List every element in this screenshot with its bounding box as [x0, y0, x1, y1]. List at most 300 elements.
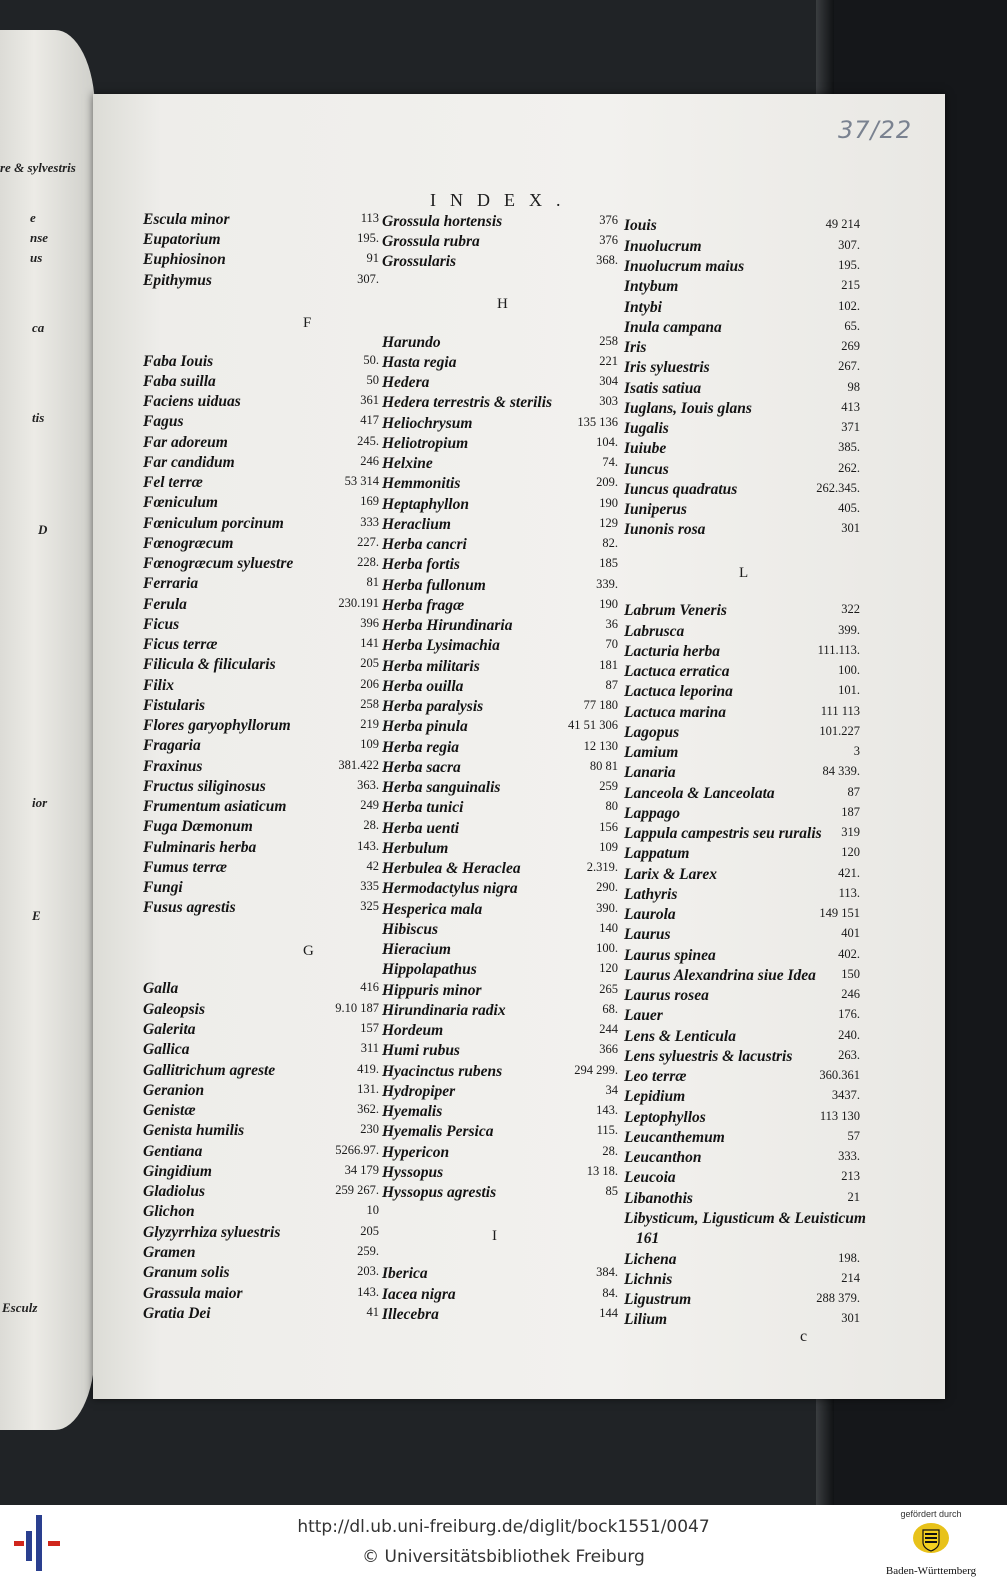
index-entry [624, 461, 860, 481]
entry-page-numbers: 115. [596, 1123, 618, 1137]
entry-page-numbers: 269 [841, 339, 860, 353]
entry-page-numbers: 156 [599, 820, 618, 834]
index-entry [143, 1082, 379, 1102]
entry-page-numbers: 206 [360, 677, 379, 691]
entry-page-numbers: 205 [360, 656, 379, 670]
index-entry [143, 636, 379, 656]
index-entry [624, 906, 860, 926]
index-entry [143, 697, 379, 717]
entry-term: Hyacinctus rubens [382, 1063, 503, 1080]
entry-term: Fulminaris herba [143, 839, 257, 856]
entry-page-numbers: 70 [605, 637, 618, 651]
entry-term: Hyemalis [382, 1103, 443, 1120]
entry-page-numbers: 81 [366, 575, 379, 589]
entry-term: Fraxinus [143, 758, 203, 775]
entry-term: Libanothis [624, 1190, 693, 1207]
index-entry [624, 1129, 860, 1149]
entry-term: Grossula hortensis [382, 213, 503, 230]
entry-term: Gingidium [143, 1163, 212, 1180]
entry-page-numbers: 405. [838, 501, 860, 515]
entry-term: Fungi [143, 879, 183, 896]
entry-page-numbers: 143. [357, 839, 379, 853]
index-entry [624, 1048, 860, 1068]
index-entry [624, 926, 860, 946]
entry-page-numbers: 259. [357, 1244, 379, 1258]
entry-page-numbers: 100. [596, 941, 618, 955]
entry-page-numbers: 28. [602, 1144, 618, 1158]
entry-term: Lappula campestris seu ruralis [624, 825, 822, 842]
index-entry [624, 278, 860, 298]
entry-page-numbers: 385. [838, 440, 860, 454]
entry-page-numbers: 213 [841, 1169, 860, 1183]
index-entry [624, 1028, 860, 1048]
index-entry [143, 454, 379, 474]
entry-page-numbers: 361 [360, 393, 379, 407]
entry-page-numbers: 140 [599, 921, 618, 935]
entry-page-numbers: 82. [602, 536, 618, 550]
entry-term: 161 [636, 1230, 660, 1247]
entry-page-numbers: 333. [838, 1149, 860, 1163]
entry-page-numbers: 84 339. [822, 764, 860, 778]
entry-page-numbers: 249 [360, 798, 379, 812]
entry-term: Fel terræ [143, 474, 203, 491]
index-entry [143, 677, 379, 697]
index-entry [382, 536, 618, 556]
entry-page-numbers: 41 51 306 [568, 718, 618, 732]
entry-term: Ferraria [143, 575, 199, 592]
entry-page-numbers: 187 [841, 805, 860, 819]
index-entry [143, 1021, 379, 1041]
index-entry [382, 516, 618, 536]
index-entry [143, 1264, 379, 1284]
index-entry [143, 1062, 379, 1082]
entry-page-numbers: 176. [838, 1007, 860, 1021]
entry-term: Fragaria [143, 737, 201, 754]
entry-term: Fumus terræ [143, 859, 227, 876]
index-entry [624, 258, 860, 278]
entry-page-numbers: 101.227 [819, 724, 860, 738]
index-entry [624, 1169, 860, 1189]
section-letter: F [303, 315, 312, 331]
index-entry [143, 1122, 379, 1142]
entry-page-numbers: 109 [599, 840, 618, 854]
entry-page-numbers: 109 [360, 737, 379, 751]
index-entry [143, 1224, 379, 1244]
index-entry [624, 764, 860, 784]
index-entry [382, 982, 618, 1002]
index-entry [382, 617, 618, 637]
index-entry [382, 213, 618, 233]
index-entry [143, 839, 379, 859]
index-entry [624, 217, 860, 237]
index-entry [624, 501, 860, 521]
index-entry [143, 1183, 379, 1203]
index-entry [624, 319, 860, 339]
entry-term: Faciens uiduas [143, 393, 241, 410]
entry-term: Fuga Dæmonum [143, 818, 253, 835]
entry-term: Herba uenti [382, 820, 460, 837]
entry-page-numbers: 53 314 [344, 474, 379, 488]
entry-term: Glichon [143, 1203, 195, 1220]
index-entry [624, 400, 860, 420]
index-entry [143, 737, 379, 757]
index-entry [624, 359, 860, 379]
entry-term: Laurus rosea [624, 987, 709, 1004]
entry-page-numbers: 376 [599, 213, 618, 227]
entry-page-numbers: 42 [366, 859, 379, 873]
entry-page-numbers: 246 [360, 454, 379, 468]
entry-page-numbers: 360.361 [819, 1068, 860, 1082]
state-coat-of-arms-icon [911, 1521, 951, 1555]
entry-term: Lauer [624, 1007, 663, 1024]
entry-page-numbers: 131. [357, 1082, 379, 1096]
entry-term: Lappatum [624, 845, 690, 862]
entry-page-numbers: 304 [599, 374, 618, 388]
entry-term: Herba fullonum [382, 577, 486, 594]
entry-term: Herba pinula [382, 718, 468, 735]
entry-page-numbers: 2.319. [586, 860, 618, 874]
entry-term: Hypericon [382, 1144, 450, 1161]
entry-term: Lichnis [624, 1271, 673, 1288]
index-entry [382, 1022, 618, 1042]
entry-page-numbers: 113 130 [819, 1109, 860, 1123]
entry-term: Lens & Lenticula [624, 1028, 736, 1045]
entry-page-numbers: 263. [838, 1048, 860, 1062]
entry-page-numbers: 258 [599, 334, 618, 348]
index-entry [624, 805, 860, 825]
entry-page-numbers: 50. [363, 353, 379, 367]
entry-term: Hedera terrestris & sterilis [382, 394, 553, 411]
entry-page-numbers: 322 [841, 602, 860, 616]
entry-page-numbers: 77 180 [583, 698, 618, 712]
entry-page-numbers: 3437. [831, 1088, 860, 1102]
entry-page-numbers: 219 [360, 717, 379, 731]
entry-term: Lilium [624, 1311, 668, 1328]
entry-page-numbers: 294 299. [574, 1063, 618, 1077]
entry-term: Hieracium [382, 941, 451, 958]
index-entry [382, 698, 618, 718]
entry-page-numbers: 384. [596, 1265, 618, 1279]
entry-term: Ferula [143, 596, 187, 613]
index-entry [143, 555, 379, 575]
index-entry [624, 825, 860, 845]
entry-term: Far adoreum [143, 434, 228, 451]
entry-page-numbers: 303 [599, 394, 618, 408]
entry-page-numbers: 41 [366, 1305, 379, 1319]
index-entry [143, 535, 379, 555]
index-entry [382, 1103, 618, 1123]
entry-page-numbers: 413 [841, 400, 860, 414]
entry-term: Grossularis [382, 253, 457, 270]
index-entry [624, 1251, 860, 1271]
entry-term: Herba sanguinalis [382, 779, 501, 796]
entry-term: Lactuca erratica [624, 663, 730, 680]
entry-term: Iugalis [624, 420, 669, 437]
entry-page-numbers: 230 [360, 1122, 379, 1136]
facing-page-fragment: ior [32, 795, 48, 810]
entry-term: Fœnogræcum syluestre [143, 555, 294, 572]
index-entry [382, 394, 618, 414]
entry-term: Herba fortis [382, 556, 460, 573]
index-entry [382, 1265, 618, 1285]
entry-page-numbers: 376 [599, 233, 618, 247]
entry-page-numbers: 34 179 [344, 1163, 379, 1177]
entry-term: Illecebra [382, 1306, 439, 1323]
permalink-url[interactable]: http://dl.ub.uni-freiburg.de/diglit/bock1551/0047 [297, 1517, 710, 1537]
entry-term: Gramen [143, 1244, 196, 1261]
entry-page-numbers: 36 [605, 617, 618, 631]
entry-page-numbers: 230.191 [338, 596, 379, 610]
index-entry [624, 643, 860, 663]
entry-term: Hyemalis Persica [382, 1123, 494, 1140]
entry-term: Lens syluestris & lacustris [624, 1048, 793, 1065]
index-entry [143, 474, 379, 494]
entry-term: Fagus [143, 413, 184, 430]
entry-term: Leo terræ [624, 1068, 687, 1085]
index-entry [143, 1305, 379, 1325]
entry-page-numbers: 368. [596, 253, 618, 267]
entry-term: Gentiana [143, 1143, 203, 1160]
index-entry [382, 1002, 618, 1022]
entry-page-numbers: 246 [841, 987, 860, 1001]
entry-term: Hirundinaria radix [382, 1002, 506, 1019]
catchword: c [800, 1328, 808, 1345]
entry-page-numbers: 307. [357, 272, 379, 286]
index-entry [624, 683, 860, 703]
index-entry [143, 616, 379, 636]
entry-term: Eupatorium [143, 231, 221, 248]
entry-term: Grossula rubra [382, 233, 480, 250]
entry-term: Herba cancri [382, 536, 467, 553]
index-entry [143, 434, 379, 454]
entry-page-numbers: 149 151 [819, 906, 860, 920]
entry-term: Ligustrum [624, 1291, 692, 1308]
entry-term: Iunonis rosa [624, 521, 706, 538]
entry-page-numbers: 49 214 [825, 217, 860, 231]
index-entry [624, 1271, 860, 1291]
entry-term: Fœnogræcum [143, 535, 234, 552]
entry-term: Leucanthon [624, 1149, 702, 1166]
entry-page-numbers: 68. [602, 1002, 618, 1016]
index-entry [143, 778, 379, 798]
entry-term: Fœniculum [143, 494, 218, 511]
entry-page-numbers: 301 [841, 521, 860, 535]
entry-page-numbers: 80 81 [589, 759, 618, 773]
entry-page-numbers: 65. [844, 319, 860, 333]
index-entry [382, 334, 618, 354]
entry-term: Fructus siliginosus [143, 778, 266, 795]
index-entry [624, 866, 860, 886]
entry-page-numbers: 195. [357, 231, 379, 245]
entry-page-numbers: 143. [596, 1103, 618, 1117]
facing-page-fragment: re & sylvestris [0, 160, 76, 175]
entry-page-numbers: 228. [357, 555, 379, 569]
index-entry [382, 880, 618, 900]
entry-term: Herba ouilla [382, 678, 464, 695]
entry-term: Hermodactylus nigra [382, 880, 518, 897]
entry-term: Lactuca marina [624, 704, 727, 721]
entry-term: Inuolucrum [624, 238, 702, 255]
index-entry [624, 886, 860, 906]
entry-term: Hyssopus [382, 1164, 444, 1181]
entry-page-numbers: 288 379. [816, 1291, 860, 1305]
entry-term: Flores garyophyllorum [143, 717, 291, 734]
index-entry [143, 656, 379, 676]
entry-page-numbers: 190 [599, 597, 618, 611]
entry-term: Galla [143, 980, 179, 997]
entry-page-numbers: 259 267. [335, 1183, 379, 1197]
entry-term: Herbulum [382, 840, 449, 857]
entry-page-numbers: 221 [599, 354, 618, 368]
entry-page-numbers: 50 [366, 373, 379, 387]
entry-page-numbers: 34 [605, 1083, 618, 1097]
index-entry [624, 299, 860, 319]
facing-page-fragment: us [30, 250, 43, 265]
facing-page-fragment: ca [32, 320, 45, 335]
entry-term: Fistularis [143, 697, 206, 714]
entry-term: Iuncus quadratus [624, 481, 738, 498]
entry-term: Heraclium [382, 516, 451, 533]
entry-page-numbers: 129 [599, 516, 618, 530]
entry-term: Leucanthemum [624, 1129, 725, 1146]
entry-term: Lepidium [624, 1088, 686, 1105]
index-entry [382, 840, 618, 860]
entry-term: Iacea nigra [382, 1286, 456, 1303]
index-entry [624, 1007, 860, 1027]
entry-page-numbers: 28. [363, 818, 379, 832]
index-entry [382, 921, 618, 941]
entry-page-numbers: 190 [599, 496, 618, 510]
entry-page-numbers: 113 [360, 211, 379, 225]
index-entry [624, 238, 860, 258]
entry-term: Iberica [382, 1265, 428, 1282]
index-entry [382, 799, 618, 819]
index-entry [143, 1102, 379, 1122]
entry-term: Lichena [624, 1251, 677, 1268]
index-entry [382, 961, 618, 981]
index-entry [382, 1286, 618, 1306]
entry-term: Iuglans, Iouis glans [624, 400, 752, 417]
entry-page-numbers: 150 [841, 967, 860, 981]
index-entry [382, 759, 618, 779]
entry-page-numbers: 227. [357, 535, 379, 549]
index-entry [624, 440, 860, 460]
index-entry [636, 1230, 860, 1250]
entry-term: Heliotropium [382, 435, 469, 452]
index-entry [143, 1163, 379, 1183]
entry-page-numbers: 362. [357, 1102, 379, 1116]
entry-page-numbers: 311 [360, 1041, 379, 1055]
entry-term: Galerita [143, 1021, 196, 1038]
index-entry [624, 1291, 860, 1311]
index-entry [382, 1123, 618, 1143]
entry-page-numbers: 335 [360, 879, 379, 893]
index-entry [143, 494, 379, 514]
entry-page-numbers: 390. [596, 901, 618, 915]
section-letter: I [492, 1228, 497, 1244]
entry-page-numbers: 214 [841, 1271, 860, 1285]
entry-page-numbers: 396 [360, 616, 379, 630]
entry-page-numbers: 399. [838, 623, 860, 637]
entry-term: Herba militaris [382, 658, 480, 675]
entry-page-numbers: 80 [605, 799, 618, 813]
entry-term: Gallitrichum agreste [143, 1062, 276, 1079]
entry-page-numbers: 333 [360, 515, 379, 529]
entry-term: Gladiolus [143, 1183, 206, 1200]
index-entry [143, 859, 379, 879]
entry-page-numbers: 209. [596, 475, 618, 489]
entry-term: Faba suilla [143, 373, 216, 390]
entry-page-numbers: 111.113. [817, 643, 860, 657]
index-entry [143, 353, 379, 373]
entry-term: Genista humilis [143, 1122, 245, 1139]
index-entry [624, 724, 860, 744]
index-entry [382, 718, 618, 738]
index-entry [382, 556, 618, 576]
entry-term: Genistæ [143, 1102, 196, 1119]
index-entry [624, 663, 860, 683]
entry-page-numbers: 421. [838, 866, 860, 880]
entry-term: Libysticum, Ligusticum & Leuisticum [624, 1210, 866, 1227]
index-entry [624, 987, 860, 1007]
entry-term: Frumentum asiaticum [143, 798, 287, 815]
entry-term: Faba Iouis [143, 353, 214, 370]
entry-term: Escula minor [143, 211, 230, 228]
entry-page-numbers: 85 [605, 1184, 618, 1198]
entry-term: Hedera [382, 374, 430, 391]
entry-term: Hordeum [382, 1022, 444, 1039]
entry-term: Iris [624, 339, 647, 356]
entry-page-numbers: 120 [841, 845, 860, 859]
entry-page-numbers: 416 [360, 980, 379, 994]
index-entry [382, 779, 618, 799]
entry-page-numbers: 205 [360, 1224, 379, 1238]
entry-page-numbers: 12 130 [583, 739, 618, 753]
entry-term: Lamium [624, 744, 679, 761]
index-entry [382, 253, 618, 273]
index-entry [382, 577, 618, 597]
entry-page-numbers: 185 [599, 556, 618, 570]
index-entry [143, 798, 379, 818]
entry-page-numbers: 245. [357, 434, 379, 448]
entry-page-numbers: 57 [847, 1129, 860, 1143]
entry-term: Inula campana [624, 319, 722, 336]
entry-term: Ficus terræ [143, 636, 218, 653]
index-entry [143, 251, 379, 271]
index-entry [624, 623, 860, 643]
facing-page [0, 30, 95, 1430]
index-entry [143, 515, 379, 535]
entry-page-numbers: 366 [599, 1042, 618, 1056]
entry-term: Iuncus [624, 461, 669, 478]
entry-page-numbers: 10 [366, 1203, 379, 1217]
entry-term: Herba tunici [382, 799, 464, 816]
section-letter: G [303, 943, 314, 959]
entry-term: Geranion [143, 1082, 205, 1099]
entry-term: Harundo [382, 334, 441, 351]
entry-page-numbers: 402. [838, 947, 860, 961]
entry-page-numbers: 381.422 [338, 758, 379, 772]
entry-term: Lathyris [624, 886, 678, 903]
entry-term: Hesperica mala [382, 901, 483, 918]
index-entry [143, 231, 379, 251]
entry-term: Epithymus [143, 272, 212, 289]
index-entry [143, 373, 379, 393]
entry-page-numbers: 91 [366, 251, 379, 265]
index-entry [382, 374, 618, 394]
entry-term: Gratia Dei [143, 1305, 211, 1322]
section-letter: H [497, 296, 508, 312]
